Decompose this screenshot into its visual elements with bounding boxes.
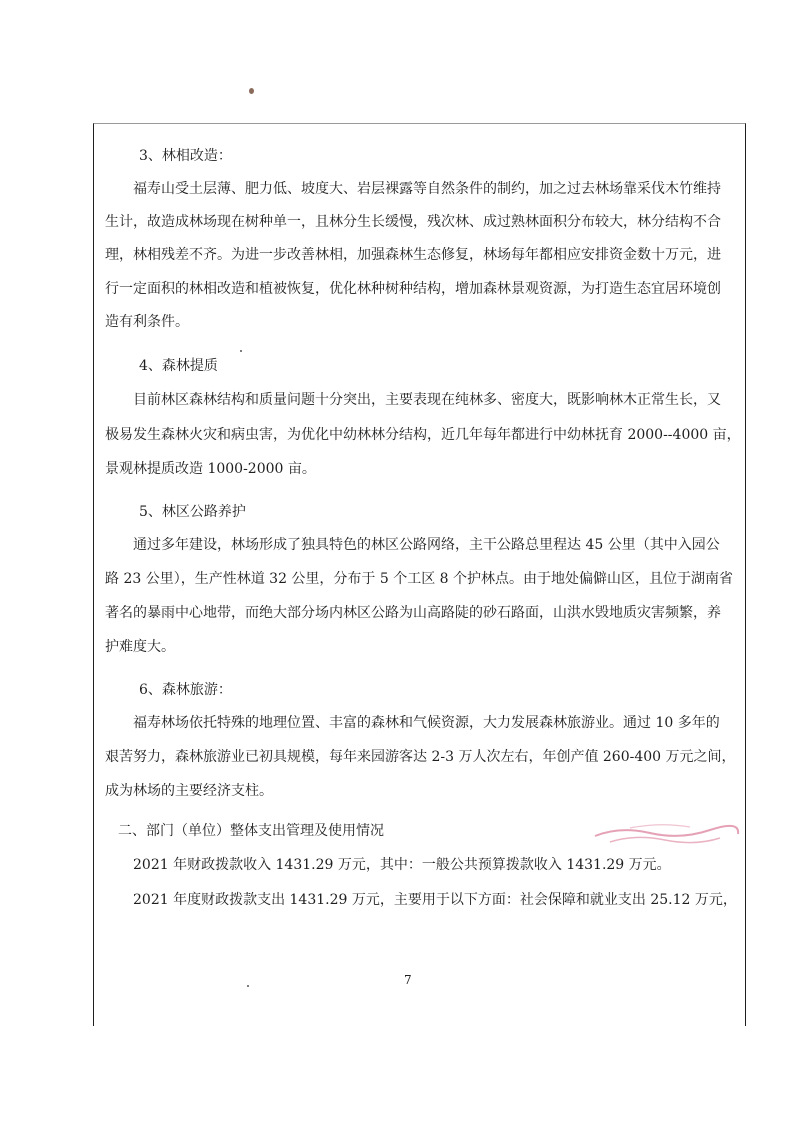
- paragraph-line: 景观林提质改造 1000-2000 亩。: [105, 461, 316, 477]
- part-2-heading: 二、部门（单位）整体支出管理及使用情况: [118, 823, 384, 839]
- paragraph-line: 理，林相残差不齐。为进一步改善林相，加强森林生态修复，林场每年都相应安排资金数十万元，进: [105, 247, 721, 263]
- stamp-mark: [590, 818, 740, 858]
- section-6-heading: 6、森林旅游：: [139, 682, 232, 698]
- scan-speck: [240, 350, 242, 352]
- paragraph-line: 艰苦努力，森林旅游业已初具规模，每年来园游客达 2-3 万人次左右，年创产值 260-400 万元之间，: [105, 749, 736, 765]
- paragraph-line: 护难度大。: [105, 639, 175, 655]
- section-4-heading: 4、森林提质: [139, 358, 218, 374]
- paragraph-line: 2021 年度财政拨款支出 1431.29 万元，主要用于以下方面：社会保障和就业支出 25.12 万元，: [133, 892, 737, 908]
- paragraph-line: 通过多年建设，林场形成了独具特色的林区公路网络，主干公路总里程达 45 公里（其中入园公: [133, 537, 720, 553]
- paragraph-line: 造有利条件。: [105, 314, 189, 330]
- paragraph-line: 生计，故造成林场现在树种单一，且林分生长缓慢，残次林、成过熟林面积分布较大，林分结构不合: [105, 214, 721, 230]
- paragraph-line: 成为林场的主要经济支柱。: [105, 783, 273, 799]
- paragraph-line: 行一定面积的林相改造和植被恢复，优化林种树种结构，增加森林景观资源，为打造生态宜居环境创: [105, 281, 721, 297]
- page-number: 7: [404, 973, 412, 987]
- paragraph-line: 目前林区森林结构和质量问题十分突出，主要表现在纯林多、密度大，既影响林木正常生长，又: [133, 392, 721, 408]
- paragraph-line: 福寿山受土层薄、肥力低、坡度大、岩层裸露等自然条件的制约，加之过去林场靠采伐木竹维持: [133, 181, 721, 197]
- paragraph-line: 2021 年财政拨款收入 1431.29 万元，其中：一般公共预算拨款收入 1431.29 万元。: [133, 857, 671, 873]
- section-5-heading: 5、林区公路养护: [139, 504, 246, 520]
- paragraph-line: 著名的暴雨中心地带，而绝大部分场内林区公路为山高路陡的砂石路面，山洪水毁地质灾害频繁，养: [105, 605, 721, 621]
- paragraph-line: 福寿林场依托特殊的地理位置、丰富的森林和气候资源，大力发展森林旅游业。通过 10 多年的: [133, 715, 720, 731]
- scan-speck: [247, 985, 249, 987]
- section-3-heading: 3、林相改造：: [139, 148, 232, 164]
- paragraph-line: 极易发生森林火灾和病虫害，为优化中幼林林分结构，近几年每年都进行中幼林抚育 2000--4000 亩，: [105, 427, 741, 443]
- paragraph-line: 路 23 公里），生产性林道 32 公里，分布于 5 个工区 8 个护林点。由于地处偏僻山区，且位于湖南省: [105, 571, 734, 587]
- scan-speck: [249, 88, 254, 94]
